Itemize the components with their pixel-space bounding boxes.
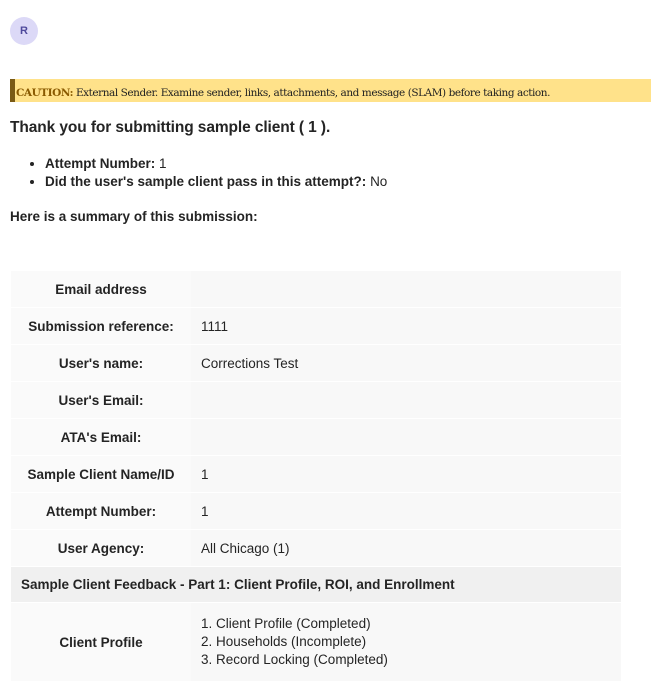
row-value: 1 [191,493,621,530]
caution-banner [10,79,651,102]
row-value: 1 [191,456,621,493]
row-value [191,271,621,308]
row-value [191,382,621,419]
bullet-value: 1 [159,156,167,171]
row-value: All Chicago (1) [191,530,621,567]
submission-summary-table [11,271,621,682]
list-item [45,155,387,173]
row-label: Client Profile [11,603,191,682]
sender-avatar[interactable]: R [10,17,38,45]
message-heading: Thank you for submitting sample client ( 1 ). [10,119,331,136]
row-label: User's Email: [11,382,191,419]
row-label: Sample Client Name/ID [11,456,191,493]
table-row [11,419,621,456]
list-item [45,173,387,191]
section-header-row [11,567,621,603]
row-label: ATA's Email: [11,419,191,456]
table-row [11,493,621,530]
feedback-line: 1. Client Profile (Completed) [201,616,371,631]
table-row [11,271,621,308]
row-label: User Agency: [11,530,191,567]
feedback-line: 2. Households (Incomplete) [201,634,367,649]
table-row [11,345,621,382]
bullet-label: Did the user's sample client pass in this attempt?: [45,174,367,189]
caution-label: CAUTION: [16,87,74,99]
feedback-line: 3. Record Locking (Completed) [201,652,388,667]
table-row [11,308,621,345]
row-label: Submission reference: [11,308,191,345]
summary-title: Here is a summary of this submission: [10,209,258,224]
row-label: User's name: [11,345,191,382]
caution-text: External Sender. Examine sender, links, attachments, and message (SLAM) before taking action. [75,87,550,99]
table-row [11,603,621,682]
bullet-label: Attempt Number: [45,156,156,171]
feedback-lines [191,603,621,682]
section-title: Sample Client Feedback - Part 1: Client Profile, ROI, and Enrollment [11,567,621,603]
attempt-info-list [10,155,387,191]
row-value: Corrections Test [191,345,621,382]
row-value: 1111 [191,308,621,345]
row-label: Attempt Number: [11,493,191,530]
bullet-value: No [370,174,388,189]
row-label: Email address [11,271,191,308]
table-row [11,456,621,493]
table-row [11,382,621,419]
row-value [191,419,621,456]
table-row [11,530,621,567]
